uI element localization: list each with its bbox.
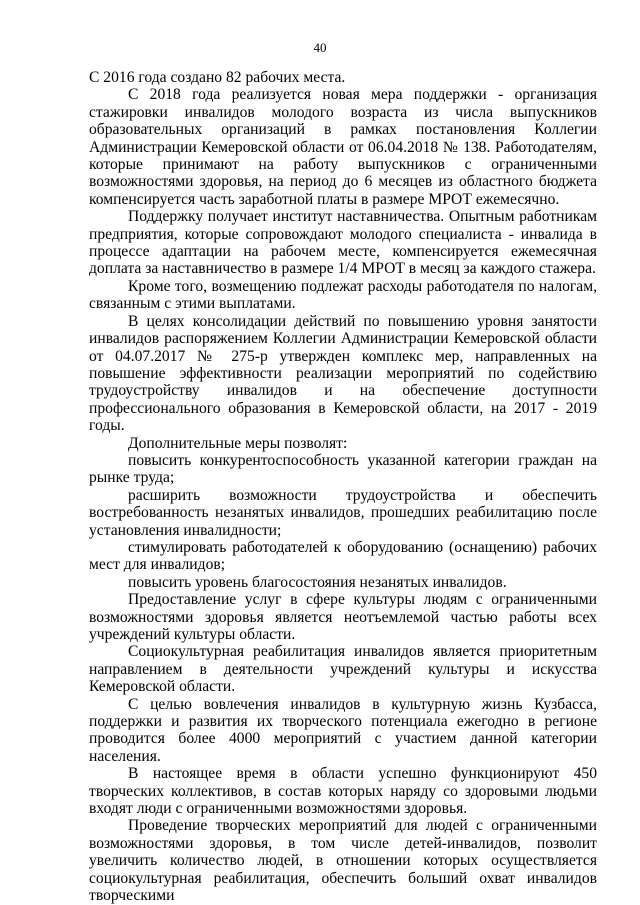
paragraph-6: Дополнительные меры позволят: — [128, 434, 348, 452]
paragraph-1: С 2016 года создано 82 рабочих места. — [89, 69, 346, 86]
paragraph-11: Проведение творческих мероприятий для людей с ограниченными возможностями здоровья, в том числе детей-инвалидов, позволит увеличить количество людей, в отношении которых осуществляется социокультурная реабилитация, обеспечить больший охват инвалидов творческими — [89, 817, 597, 905]
paragraph-2: С 2018 года реализуется новая мера поддержки - организация стажировки инвалидов молодого возраста из числа выпускников образовательных организаций в рамках постановления Коллегии Администрации Кемеровской области от 06.04.2018 № 138. Работодателям, которые принимают на работу выпускников с ограниченными возможностями здоровья, на период до 6 месяцев из областного бюджета компенсируется часть заработной платы в размере МРОТ ежемесячно. — [89, 86, 597, 208]
paragraph-5: В целях консолидации действий по повышению уровня занятости инвалидов распоряжением Коллегии Администрации Кемеровской области от 04.07.2017 № 275-р утвержден комплекс мер, направленных на повышение эффективности реализации мероприятий по содействию трудоустройству инвалидов и на обеспечение доступности профессионального образования в Кемеровской области, на 2017 - 2019 годы. — [89, 312, 597, 435]
paragraph-9: С целью вовлечения инвалидов в культурную жизнь Кузбасса, поддержки и развития их творческого потенциала ежегодно в регионе проводится более 4000 мероприятий с участием данной категории населения. — [89, 695, 597, 765]
paragraph-3: Поддержку получает институт наставничества. Опытным работникам предприятия, которые сопровождают молодого специалиста - инвалида в процессе адаптации на рабочем месте, компенсируется ежемесячная доплата за наставничество в размере 1/4 МРОТ в месяц за каждого стажера. — [89, 208, 597, 278]
paragraph-8: Социокультурная реабилитация инвалидов является приоритетным направлением в деятельности учреждений культуры и искусства Кемеровской области. — [89, 643, 597, 696]
document-body — [89, 69, 597, 905]
list-item-4: повысить уровень благосостояния незанятых инвалидов. — [128, 573, 507, 591]
list-item-1: повысить конкурентоспособность указанной категории граждан на рынке труда; — [89, 451, 597, 487]
paragraph-10: В настоящее время в области успешно функционируют 450 творческих коллективов, в состав которых наряду со здоровыми людьми входят люди с ограниченными возможностями здоровья. — [89, 765, 597, 818]
list-item-2: расширить возможности трудоустройства и обеспечить востребованность незанятых инвалидов, прошедших реабилитацию после установления инвалидности; — [89, 486, 597, 539]
paragraph-4: Кроме того, возмещению подлежат расходы работодателя по налогам, связанным с этими выплатами. — [89, 277, 597, 313]
page-number: 40 — [313, 40, 327, 55]
paragraph-7: Предоставление услуг в сфере культуры людям с ограниченными возможностями здоровья является неотъемлемой частью работы всех учреждений культуры области. — [89, 591, 597, 643]
list-item-3: стимулировать работодателей к оборудованию (оснащению) рабочих мест для инвалидов; — [89, 538, 597, 574]
